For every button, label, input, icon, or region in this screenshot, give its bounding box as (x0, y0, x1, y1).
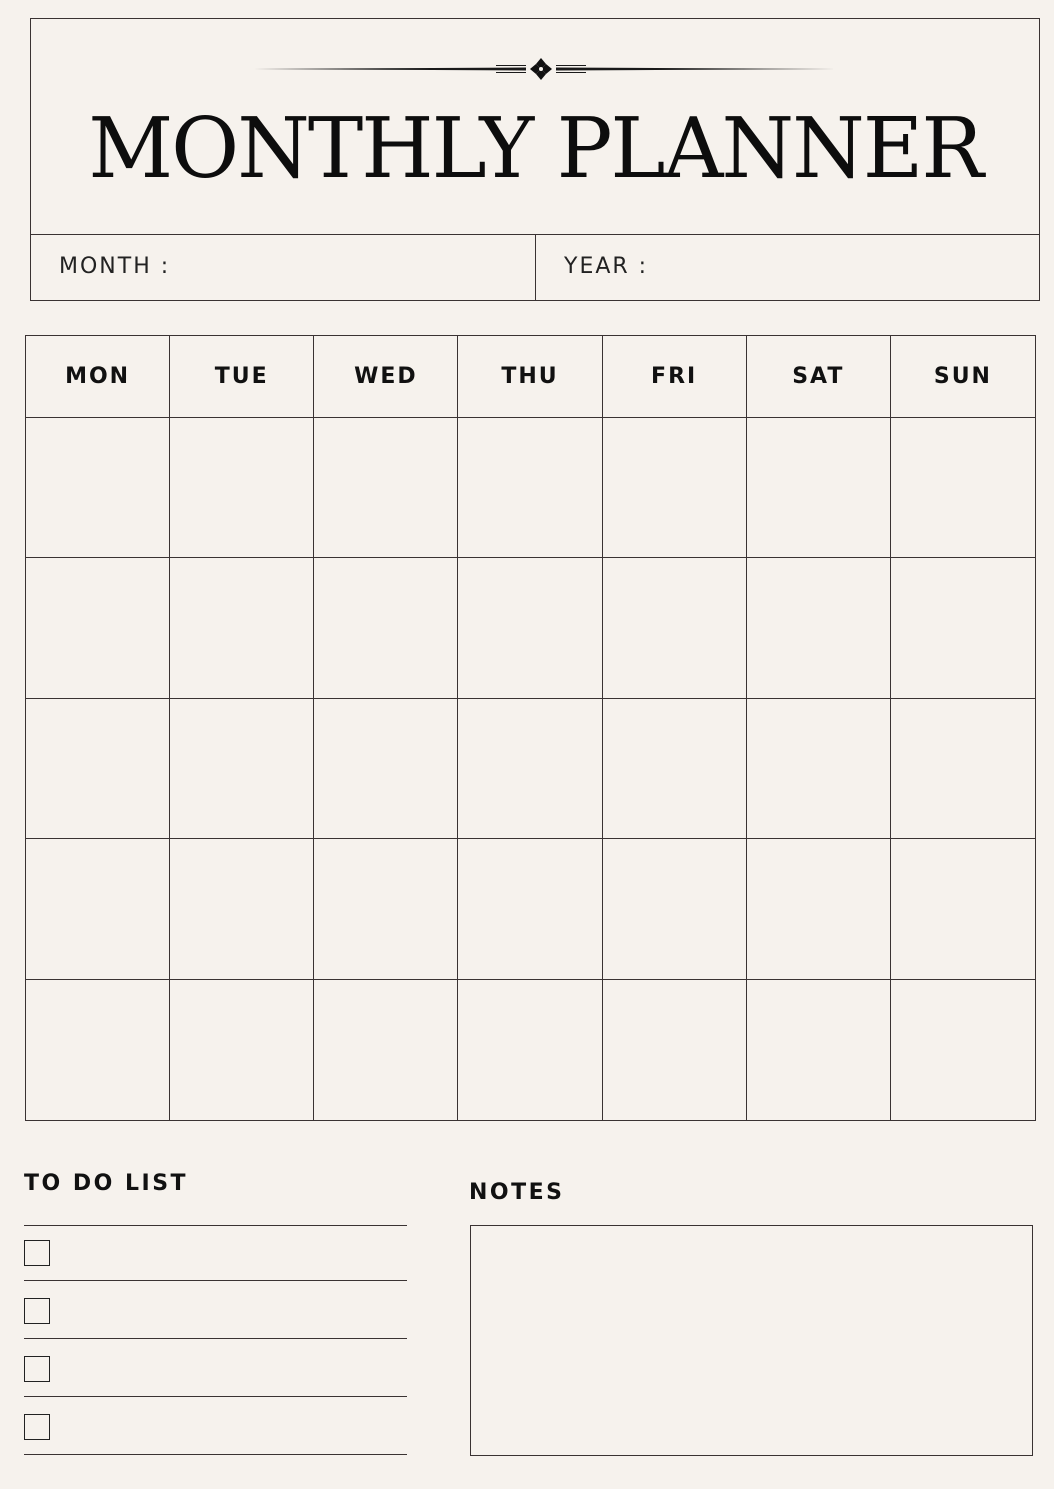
day-cell[interactable] (458, 839, 602, 979)
header-box (30, 18, 1040, 301)
day-cell[interactable] (603, 839, 747, 979)
day-cell[interactable] (747, 558, 891, 698)
day-cell[interactable] (891, 699, 1035, 839)
day-cell[interactable] (170, 980, 314, 1120)
header-mid-divider (535, 234, 536, 300)
day-cell[interactable] (26, 418, 170, 558)
day-header-fri: FRI (603, 336, 747, 418)
day-cell[interactable] (314, 418, 458, 558)
day-cell[interactable] (170, 418, 314, 558)
day-header-sun: SUN (891, 336, 1035, 418)
day-cell[interactable] (603, 980, 747, 1120)
day-cell[interactable] (458, 418, 602, 558)
todo-checkbox[interactable] (24, 1298, 50, 1324)
ornament-icon (246, 57, 836, 81)
todo-list-title: TO DO LIST (24, 1171, 189, 1196)
day-cell[interactable] (891, 839, 1035, 979)
day-cell[interactable] (170, 699, 314, 839)
year-label: YEAR : (564, 254, 649, 279)
todo-line[interactable] (24, 1280, 407, 1281)
day-cell[interactable] (458, 980, 602, 1120)
day-cell[interactable] (891, 980, 1035, 1120)
day-cell[interactable] (747, 839, 891, 979)
todo-line (24, 1225, 407, 1226)
day-cell[interactable] (170, 839, 314, 979)
todo-checkbox[interactable] (24, 1414, 50, 1440)
day-cell[interactable] (26, 558, 170, 698)
day-cell[interactable] (26, 839, 170, 979)
day-cell[interactable] (603, 558, 747, 698)
day-header-sat: SAT (747, 336, 891, 418)
calendar-grid (25, 335, 1036, 1121)
todo-line[interactable] (24, 1338, 407, 1339)
day-cell[interactable] (891, 418, 1035, 558)
day-cell[interactable] (314, 980, 458, 1120)
day-cell[interactable] (891, 558, 1035, 698)
todo-checkbox[interactable] (24, 1240, 50, 1266)
day-cell[interactable] (747, 980, 891, 1120)
day-cell[interactable] (314, 558, 458, 698)
day-header-wed: WED (314, 336, 458, 418)
day-cell[interactable] (603, 418, 747, 558)
day-header-thu: THU (458, 336, 602, 418)
todo-line[interactable] (24, 1396, 407, 1397)
day-cell[interactable] (458, 699, 602, 839)
day-header-mon: MON (26, 336, 170, 418)
day-cell[interactable] (26, 980, 170, 1120)
day-cell[interactable] (603, 699, 747, 839)
notes-title: NOTES (469, 1180, 565, 1205)
day-cell[interactable] (314, 839, 458, 979)
todo-checkbox[interactable] (24, 1356, 50, 1382)
page-title: MONTHLY PLANNER (88, 100, 982, 197)
month-label: MONTH : (59, 254, 171, 279)
day-cell[interactable] (170, 558, 314, 698)
day-cell[interactable] (747, 418, 891, 558)
day-cell[interactable] (747, 699, 891, 839)
todo-line[interactable] (24, 1454, 407, 1455)
day-cell[interactable] (314, 699, 458, 839)
day-header-tue: TUE (170, 336, 314, 418)
day-cell[interactable] (26, 699, 170, 839)
day-cell[interactable] (458, 558, 602, 698)
notes-box[interactable] (470, 1225, 1033, 1456)
